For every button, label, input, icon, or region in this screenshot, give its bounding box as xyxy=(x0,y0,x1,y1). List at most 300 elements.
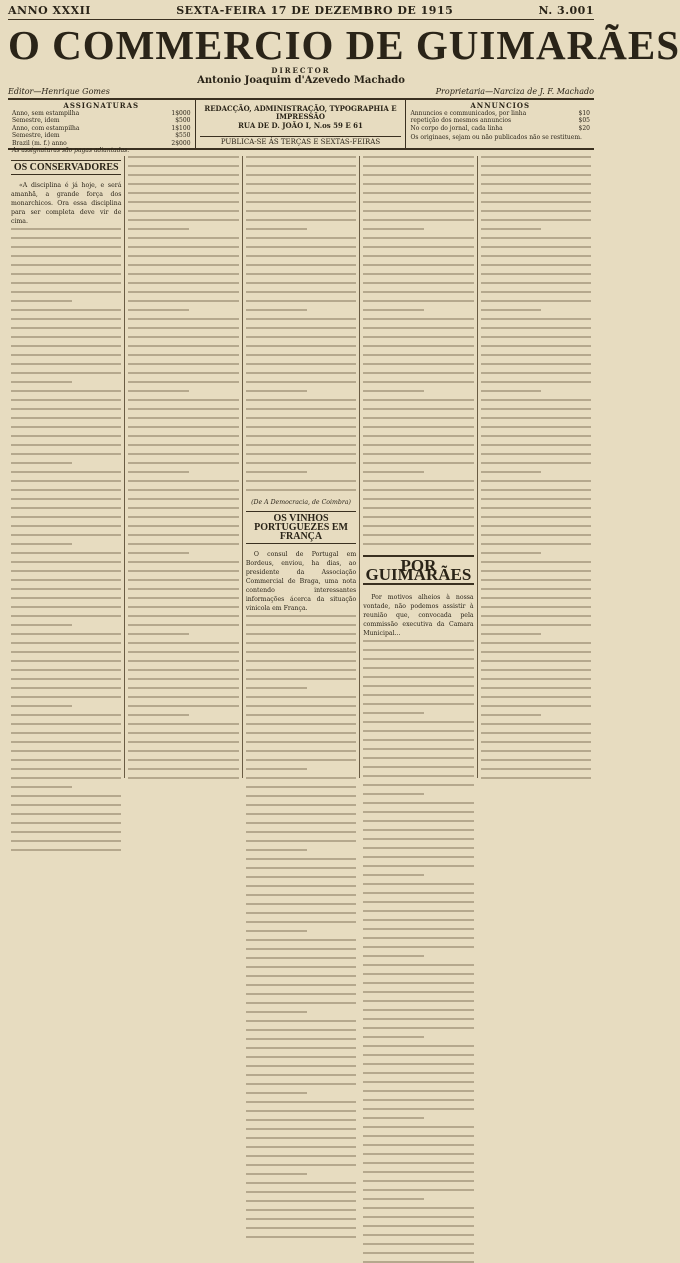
text-line xyxy=(363,892,473,894)
text-line xyxy=(246,165,356,167)
text-line xyxy=(128,201,238,203)
text-line xyxy=(128,543,238,545)
text-line xyxy=(246,858,356,860)
text-line xyxy=(246,1029,356,1031)
text-line xyxy=(481,246,591,248)
text-line xyxy=(363,426,473,428)
text-block xyxy=(363,156,473,545)
text-line xyxy=(11,579,121,581)
text-line xyxy=(481,561,591,563)
text-line xyxy=(11,336,121,338)
text-line xyxy=(11,255,121,257)
text-line xyxy=(363,748,473,750)
text-line xyxy=(128,345,238,347)
text-line xyxy=(11,660,121,662)
text-line xyxy=(128,282,238,284)
ad-rate-label: repetição dos mesmos annuncios xyxy=(410,117,512,124)
text-line xyxy=(11,786,72,788)
column-3 xyxy=(242,156,359,778)
text-line xyxy=(481,309,542,311)
text-line xyxy=(11,228,121,230)
text-line xyxy=(363,1189,473,1191)
subscription-row xyxy=(12,125,191,133)
text-line xyxy=(363,685,473,687)
text-line xyxy=(128,489,238,491)
text-line xyxy=(246,975,356,977)
subscription-row xyxy=(12,140,191,148)
text-line xyxy=(363,1198,424,1200)
column-2 xyxy=(124,156,241,778)
text-line xyxy=(246,264,356,266)
text-line xyxy=(246,345,356,347)
text-line xyxy=(481,426,591,428)
text-line xyxy=(481,588,591,590)
text-line xyxy=(481,552,542,554)
text-line xyxy=(11,849,121,851)
text-line xyxy=(363,766,473,768)
subscriptions-box xyxy=(8,100,196,154)
editor-name: Editor—Henrique Gomes xyxy=(8,87,110,96)
text-line xyxy=(128,651,238,653)
text-line xyxy=(246,849,307,851)
text-line xyxy=(246,921,356,923)
text-line xyxy=(246,1137,356,1139)
text-line xyxy=(481,669,591,671)
text-line xyxy=(363,937,473,939)
text-line xyxy=(363,255,473,257)
text-line xyxy=(481,768,591,770)
text-line xyxy=(481,597,591,599)
text-line xyxy=(481,210,591,212)
text-line xyxy=(246,228,307,230)
text-line xyxy=(481,363,591,365)
ad-rate-price: $20 xyxy=(578,124,590,132)
text-line xyxy=(128,588,238,590)
text-line xyxy=(246,453,356,455)
issue-year: ANNO XXXII xyxy=(8,4,91,17)
text-line xyxy=(481,759,591,761)
text-line xyxy=(363,1045,473,1047)
text-line xyxy=(246,174,356,176)
text-line xyxy=(11,390,121,392)
text-line xyxy=(11,597,121,599)
text-line xyxy=(481,651,591,653)
text-line xyxy=(128,759,238,761)
text-line xyxy=(11,498,121,500)
text-line xyxy=(246,984,356,986)
text-line xyxy=(128,210,238,212)
text-line xyxy=(128,777,238,779)
subscription-row xyxy=(12,117,191,125)
text-line xyxy=(11,237,121,239)
subscription-price: 1$000 xyxy=(171,109,191,117)
text-line xyxy=(11,264,121,266)
ad-rate-row xyxy=(410,117,590,125)
text-line xyxy=(246,1011,307,1013)
text-line xyxy=(11,840,121,842)
text-line xyxy=(363,282,473,284)
text-line xyxy=(481,372,591,374)
text-line xyxy=(11,345,121,347)
text-line xyxy=(363,1108,473,1110)
text-line xyxy=(128,624,238,626)
text-line xyxy=(246,417,356,419)
text-line xyxy=(11,426,121,428)
text-line xyxy=(481,624,591,626)
text-line xyxy=(481,723,591,725)
text-line xyxy=(481,336,591,338)
text-line xyxy=(363,883,473,885)
text-line xyxy=(246,993,356,995)
text-line xyxy=(363,318,473,320)
text-line xyxy=(128,534,238,536)
text-line xyxy=(363,1153,473,1155)
text-line xyxy=(363,183,473,185)
text-line xyxy=(363,354,473,356)
text-line xyxy=(11,417,121,419)
text-line xyxy=(246,867,356,869)
text-line xyxy=(363,516,473,518)
text-line xyxy=(363,775,473,777)
text-line xyxy=(246,381,356,383)
text-line xyxy=(246,183,356,185)
text-line xyxy=(246,714,356,716)
text-line xyxy=(128,300,238,302)
text-line xyxy=(246,399,356,401)
text-line xyxy=(128,669,238,671)
issue-line xyxy=(8,4,594,20)
text-line xyxy=(246,1065,356,1067)
text-line xyxy=(11,741,121,743)
text-line xyxy=(11,480,121,482)
text-line xyxy=(481,732,591,734)
text-line xyxy=(363,910,473,912)
text-line xyxy=(11,570,121,572)
article-paragraph: O consul de Portugal em Bordeus, enviou, ha dias, ao presidente da Associação Commercial de Braga, uma nota contendo interessantes informações ácerca da situação vinicola em França. xyxy=(245,551,357,612)
text-line xyxy=(363,363,473,365)
text-line xyxy=(246,444,356,446)
text-line xyxy=(363,865,473,867)
text-line xyxy=(11,651,121,653)
text-line xyxy=(128,570,238,572)
text-line xyxy=(363,534,473,536)
subscriptions-note: As assignaturas são pagas adiantadas. xyxy=(12,147,130,154)
text-line xyxy=(11,435,121,437)
text-line xyxy=(246,669,356,671)
text-line xyxy=(363,712,424,714)
text-line xyxy=(246,642,356,644)
office-address: RUA DE D. JOÃO I, N.os 59 E 61 xyxy=(238,121,363,130)
text-line xyxy=(128,444,238,446)
text-line xyxy=(11,768,121,770)
text-line xyxy=(246,822,356,824)
subscriptions-title: ASSIGNATURAS xyxy=(63,101,140,110)
text-line xyxy=(246,840,356,842)
text-line xyxy=(363,327,473,329)
text-line xyxy=(246,201,356,203)
text-line xyxy=(481,471,542,473)
column-4 xyxy=(359,156,476,778)
text-line xyxy=(11,561,121,563)
text-line xyxy=(363,408,473,410)
text-line xyxy=(128,381,238,383)
text-line xyxy=(481,417,591,419)
text-line xyxy=(128,183,238,185)
text-line xyxy=(246,813,356,815)
text-line xyxy=(363,264,473,266)
text-line xyxy=(481,687,591,689)
text-line xyxy=(246,831,356,833)
text-line xyxy=(11,831,121,833)
text-line xyxy=(363,1207,473,1209)
ad-rate-label: Annuncios e communicados, por linha xyxy=(410,109,527,117)
text-line xyxy=(363,721,473,723)
text-line xyxy=(11,606,121,608)
text-line xyxy=(11,543,72,545)
text-line xyxy=(481,165,591,167)
text-line xyxy=(481,498,591,500)
text-line xyxy=(11,759,121,761)
text-line xyxy=(128,642,238,644)
text-block xyxy=(481,156,591,779)
text-line xyxy=(363,1252,473,1254)
text-line xyxy=(128,768,238,770)
text-line xyxy=(128,399,238,401)
text-line xyxy=(363,667,473,669)
text-line xyxy=(246,732,356,734)
text-line xyxy=(128,174,238,176)
text-line xyxy=(128,273,238,275)
text-line xyxy=(363,444,473,446)
text-line xyxy=(128,354,238,356)
text-line xyxy=(246,327,356,329)
text-line xyxy=(481,390,542,392)
text-line xyxy=(128,705,238,707)
text-line xyxy=(11,642,121,644)
text-line xyxy=(363,730,473,732)
text-line xyxy=(363,192,473,194)
text-line xyxy=(128,237,238,239)
text-line xyxy=(481,543,591,545)
text-line xyxy=(246,390,307,392)
text-line xyxy=(246,1227,356,1229)
text-line xyxy=(128,723,238,725)
text-line xyxy=(128,606,238,608)
ad-rate-price: $10 xyxy=(578,109,590,117)
text-line xyxy=(363,1171,473,1173)
text-line xyxy=(363,676,473,678)
text-line xyxy=(246,1182,356,1184)
text-line xyxy=(481,237,591,239)
text-line xyxy=(481,714,542,716)
text-line xyxy=(128,255,238,257)
text-line xyxy=(128,750,238,752)
text-line xyxy=(363,480,473,482)
text-line xyxy=(11,588,121,590)
text-line xyxy=(246,291,356,293)
text-line xyxy=(246,723,356,725)
text-line xyxy=(363,838,473,840)
text-line xyxy=(246,318,356,320)
text-line xyxy=(246,426,356,428)
office-box xyxy=(196,100,407,148)
text-line xyxy=(363,372,473,374)
text-line xyxy=(246,363,356,365)
text-line xyxy=(363,901,473,903)
text-line xyxy=(246,372,356,374)
text-line xyxy=(11,444,121,446)
text-line xyxy=(481,705,591,707)
text-line xyxy=(246,462,356,464)
text-line xyxy=(246,930,307,932)
text-line xyxy=(11,291,121,293)
text-line xyxy=(246,1083,356,1085)
text-line xyxy=(11,534,121,536)
text-line xyxy=(246,651,356,653)
text-line xyxy=(11,399,121,401)
text-line xyxy=(246,705,356,707)
text-line xyxy=(481,534,591,536)
text-line xyxy=(363,399,473,401)
text-line xyxy=(363,1144,473,1146)
text-line xyxy=(246,804,356,806)
issue-date: SEXTA-FEIRA 17 DE DEZEMBRO DE 1915 xyxy=(176,4,454,17)
subscription-price: $500 xyxy=(175,117,191,124)
text-line xyxy=(246,192,356,194)
text-line xyxy=(246,696,356,698)
text-line xyxy=(11,633,121,635)
text-line xyxy=(363,739,473,741)
text-line xyxy=(11,246,121,248)
text-line xyxy=(11,363,121,365)
text-line xyxy=(363,640,473,642)
text-line xyxy=(246,1002,356,1004)
text-line xyxy=(246,1155,356,1157)
text-line xyxy=(363,874,424,876)
article-columns xyxy=(8,156,594,778)
text-line xyxy=(128,327,238,329)
text-line xyxy=(11,615,121,617)
article-paragraph: Por motivos alheios à nossa vontade, não podemos assistir à reunião que, convocada pela commissão executiva da Camara Municipal... xyxy=(363,594,474,637)
text-line xyxy=(11,705,72,707)
text-line xyxy=(11,678,121,680)
text-line xyxy=(363,856,473,858)
text-line xyxy=(363,1180,473,1182)
text-line xyxy=(481,606,591,608)
article-title-guimaraes: POR GUIMARÃES xyxy=(363,555,473,585)
text-line xyxy=(128,363,238,365)
text-line xyxy=(11,696,121,698)
text-line xyxy=(481,183,591,185)
text-line xyxy=(128,597,238,599)
text-line xyxy=(246,894,356,896)
text-line xyxy=(246,876,356,878)
text-line xyxy=(481,219,591,221)
text-line xyxy=(363,1009,473,1011)
text-line xyxy=(246,480,356,482)
text-line xyxy=(246,1173,307,1175)
text-line xyxy=(246,1074,356,1076)
text-line xyxy=(128,660,238,662)
text-line xyxy=(128,372,238,374)
text-line xyxy=(363,1027,473,1029)
text-line xyxy=(481,615,591,617)
text-line xyxy=(481,273,591,275)
text-line xyxy=(363,847,473,849)
text-line xyxy=(481,480,591,482)
text-line xyxy=(128,687,238,689)
text-line xyxy=(11,822,121,824)
text-line xyxy=(11,489,121,491)
text-line xyxy=(363,201,473,203)
text-line xyxy=(481,741,591,743)
text-line xyxy=(363,1117,424,1119)
text-line xyxy=(11,282,121,284)
text-line xyxy=(11,516,121,518)
article-title-vinhos: OS VINHOS PORTUGUEZES EM FRANÇA xyxy=(246,511,356,544)
text-line xyxy=(363,174,473,176)
text-line xyxy=(246,624,356,626)
subscription-price: $550 xyxy=(175,132,191,139)
text-line xyxy=(128,561,238,563)
text-line xyxy=(246,687,307,689)
ad-rate-row xyxy=(410,125,590,133)
text-line xyxy=(481,660,591,662)
text-line xyxy=(481,345,591,347)
text-line xyxy=(246,237,356,239)
text-line xyxy=(363,928,473,930)
text-line xyxy=(363,291,473,293)
subscription-label: Anno, com estampilha xyxy=(12,124,80,132)
text-line xyxy=(363,165,473,167)
subscription-row xyxy=(12,110,191,118)
text-line xyxy=(481,300,591,302)
text-line xyxy=(363,1018,473,1020)
text-line xyxy=(246,768,307,770)
text-line xyxy=(11,795,121,797)
text-line xyxy=(363,919,473,921)
text-line xyxy=(246,795,356,797)
text-line xyxy=(128,192,238,194)
text-line xyxy=(246,1146,356,1148)
text-line xyxy=(11,408,121,410)
office-label: REDACÇÃO, ADMINISTRAÇÃO, TYPOGRAPHIA E IMPRESSÃO xyxy=(204,104,397,121)
text-line xyxy=(128,453,238,455)
text-line xyxy=(363,525,473,527)
text-line xyxy=(246,903,356,905)
text-line xyxy=(363,1216,473,1218)
text-line xyxy=(363,1135,473,1137)
text-line xyxy=(128,633,189,635)
text-line xyxy=(11,372,121,374)
text-line xyxy=(481,777,591,779)
text-line xyxy=(128,498,238,500)
text-line xyxy=(128,507,238,509)
text-line xyxy=(11,813,121,815)
ad-rate-price: $05 xyxy=(578,117,590,124)
text-line xyxy=(481,174,591,176)
text-line xyxy=(11,804,121,806)
text-line xyxy=(363,1000,473,1002)
text-line xyxy=(481,642,591,644)
text-line xyxy=(363,273,473,275)
info-bar xyxy=(8,100,594,154)
text-line xyxy=(246,210,356,212)
text-line xyxy=(481,354,591,356)
text-line xyxy=(363,489,473,491)
text-line xyxy=(481,408,591,410)
text-line xyxy=(246,1110,356,1112)
